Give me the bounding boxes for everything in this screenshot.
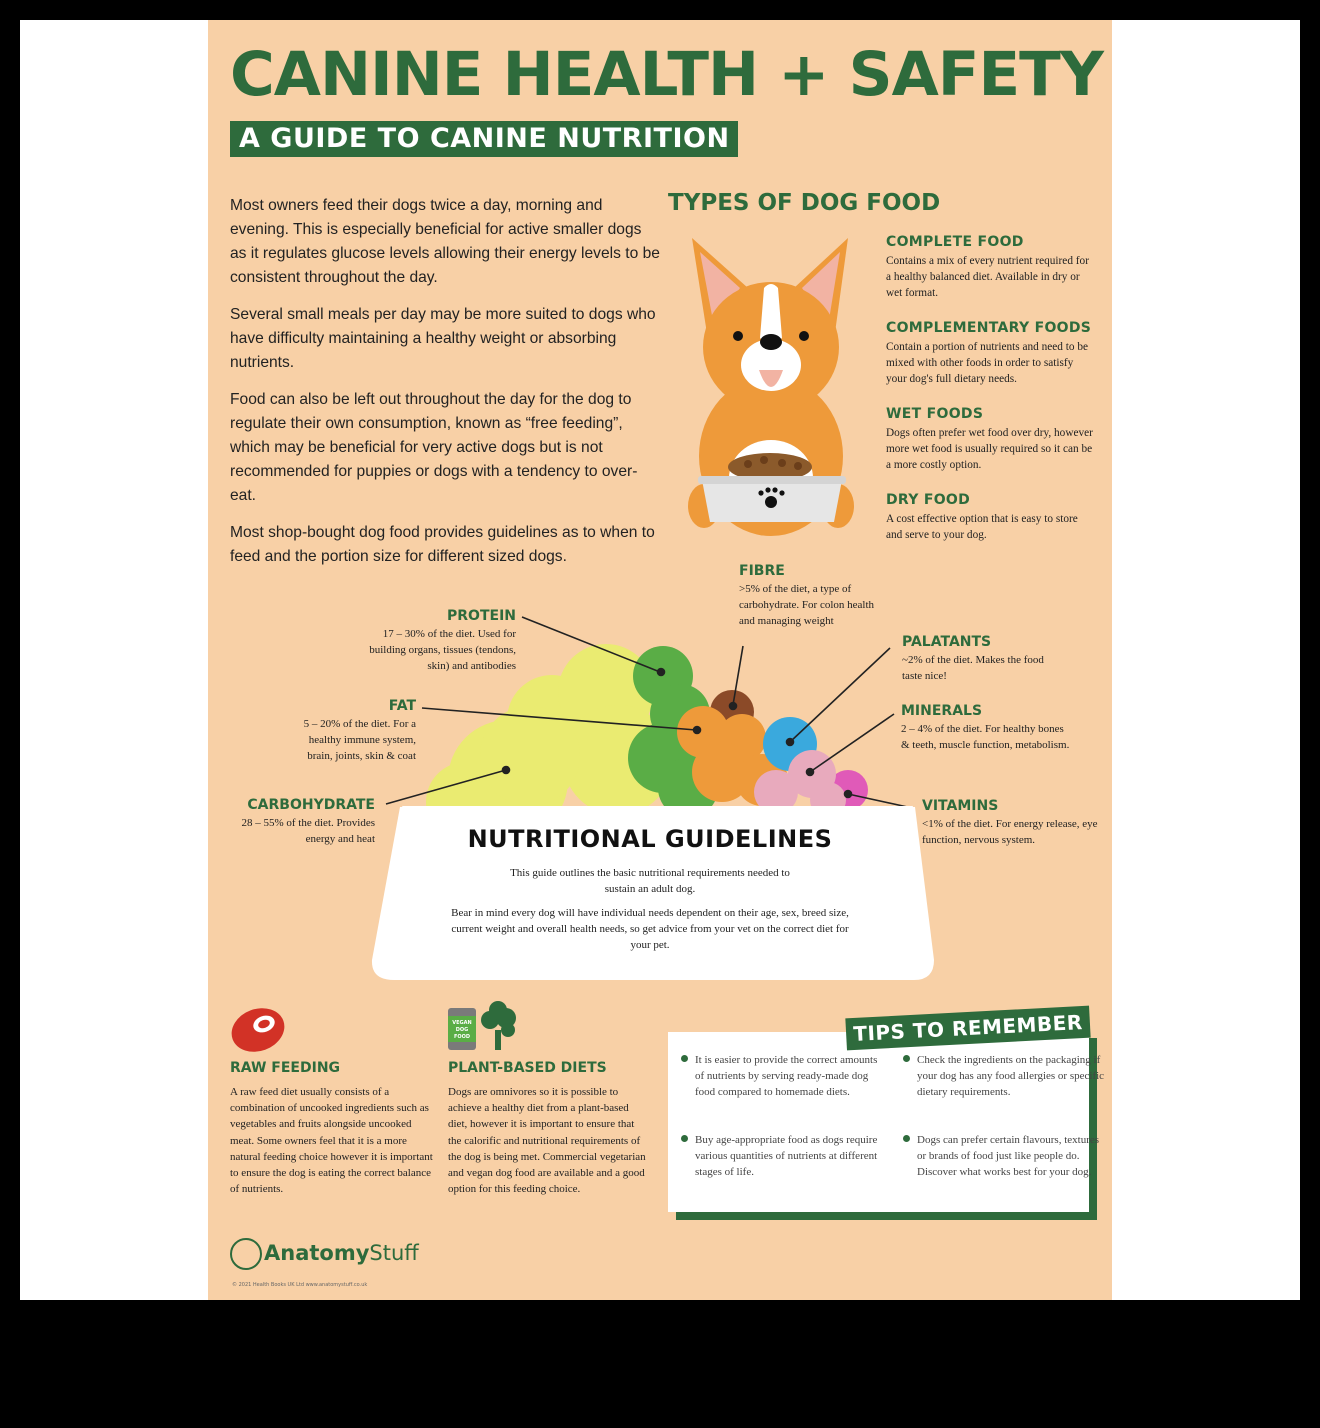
type-complete-food (886, 234, 1096, 301)
broccoli-icon (481, 1001, 516, 1050)
copyright-text: © 2021 Health Books UK Ltd www.anatomystuff.co.uk (232, 1282, 368, 1288)
nutrient-carbohydrate (238, 797, 375, 847)
tip-item (903, 1052, 1107, 1101)
tip-text: Check the ingredients on the packaging if your dog has any food allergies or specific dietary requirements. (917, 1054, 1105, 1099)
type-name: DRY FOOD (886, 492, 971, 508)
type-wet-foods (886, 406, 1096, 473)
tip-text: Buy age-appropriate food as dogs require various quantities of nutrients at different stages of life. (695, 1134, 878, 1179)
plant-based-text: Dogs are omnivores so it is possible to achieve a healthy diet from a plant-based diet, however it is important to ensure that the calorific and nutritional requirements of the dog is being met. Commercial vegetarian and vegan dog food are available and a good option for this feeding choice. (448, 1086, 646, 1196)
type-name: COMPLEMENTARY FOODS (886, 320, 1092, 336)
bullet-icon (681, 1055, 688, 1062)
nutrient-name: PALATANTS (902, 634, 992, 650)
raw-feeding-title: RAW FEEDING (230, 1060, 341, 1076)
type-name: COMPLETE FOOD (886, 234, 1024, 250)
nutrient-palatants (902, 634, 1052, 684)
nutrient-name: FIBRE (739, 563, 785, 579)
nutrient-name: MINERALS (901, 703, 983, 719)
nutrient-protein (358, 608, 516, 674)
poster (208, 20, 1112, 1300)
nutritional-guidelines (408, 825, 892, 953)
tip-item (903, 1132, 1107, 1181)
nutrient-fat (286, 698, 416, 764)
type-description: Dogs often prefer wet food over dry, however more wet food is usually required so it can be a more costly option. (886, 427, 1093, 471)
type-description: Contain a portion of nutrients and need to be mixed with other foods in order to satisfy your dog's full dietary needs. (886, 341, 1089, 385)
poster-subtitle: A GUIDE TO CANINE NUTRITION (230, 121, 738, 157)
type-description: Contains a mix of every nutrient required for a healthy balanced diet. Available in dry or wet format. (886, 255, 1089, 299)
nutrient-name: CARBOHYDRATE (247, 797, 375, 813)
dog-illustration (688, 238, 854, 536)
tip-item (681, 1132, 885, 1181)
nutrient-minerals (901, 703, 1071, 753)
nutrient-description: 2 – 4% of the diet. For healthy bones & teeth, muscle function, metabolism. (901, 723, 1070, 751)
type-dry-food (886, 492, 1096, 543)
anatomy-stuff-logo (230, 1238, 419, 1270)
plant-based-title: PLANT-BASED DIETS (448, 1060, 607, 1076)
nutrient-name: FAT (388, 698, 416, 714)
plant-based-section (448, 1060, 648, 1197)
raw-feeding-text: A raw feed diet usually consists of a combination of uncooked ingredients such as vegetables and fruits alongside uncooked meat. Some owners feel that it is a more natural feeding choice however it is important to ensure the dog is eating the correct balance of nutrients. (230, 1086, 433, 1196)
poster-title: CANINE HEALTH + SAFETY (230, 39, 1103, 110)
tip-text: It is easier to provide the correct amounts of nutrients by serving ready-made dog food compared to homemade diets. (695, 1054, 878, 1099)
type-description: A cost effective option that is easy to store and serve to your dog. (886, 513, 1078, 541)
guidelines-paragraph: This guide outlines the basic nutritional requirements needed to sustain an adult dog. (510, 867, 790, 895)
nutrient-name: VITAMINS (922, 798, 999, 814)
nutrient-name: PROTEIN (447, 608, 516, 624)
intro-paragraph: Several small meals per day may be more suited to dogs who have difficulty maintaining a healthy weight or absorbing nutrients. (230, 306, 656, 371)
intro-paragraph: Most shop-bought dog food provides guidelines as to when to feed and the portion size for different sized dogs. (230, 524, 655, 565)
svg-text:FOOD: FOOD (453, 1034, 471, 1040)
type-complementary-foods (886, 320, 1096, 387)
bullet-icon (903, 1055, 910, 1062)
tips-title: TIPS TO REMEMBER (845, 1006, 1090, 1051)
nutrient-description: 5 – 20% of the diet. For a healthy immune system, brain, joints, skin & coat (303, 718, 416, 762)
logo-text-stuff: Stuff (369, 1241, 419, 1265)
bullet-icon (903, 1135, 910, 1142)
nutrient-description: >5% of the diet, a type of carbohydrate. For colon health and managing weight (739, 583, 875, 627)
intro-paragraph: Most owners feed their dogs twice a day, morning and evening. This is especially beneficial for active smaller dogs as it regulates glucose levels allowing their energy levels to be consistent throughout the day. (230, 197, 660, 286)
svg-text:DOG: DOG (455, 1027, 469, 1033)
nutrient-description: 28 – 55% of the diet. Provides energy and heat (241, 817, 375, 845)
nutrient-description: <1% of the diet. For energy release, eye function, nervous system. (922, 818, 1098, 846)
steak-icon (225, 1001, 290, 1059)
intro-paragraph: Food can also be left out throughout the day for the dog to regulate their own consumption, known as “free feeding”, which may be beneficial for very active dogs but is not recommended for puppies or dogs with a tendency to over-eat. (230, 391, 638, 504)
nutrient-description: 17 – 30% of the diet. Used for building organs, tissues (tendons, skin) and antibodies (369, 628, 516, 672)
vegan-can-icon (448, 1008, 476, 1050)
tip-text: Dogs can prefer certain flavours, textures or brands of food just like people do. Discover what works best for your dog. (917, 1134, 1100, 1179)
logo-figure-icon (230, 1238, 262, 1270)
logo-text-anatomy: Anatomy (264, 1241, 370, 1265)
svg-text:VEGAN: VEGAN (452, 1020, 472, 1026)
types-title: TYPES OF DOG FOOD (668, 190, 941, 216)
nutrient-description: ~2% of the diet. Makes the food taste nice! (902, 654, 1044, 682)
bullet-icon (681, 1135, 688, 1142)
nutrient-fibre (739, 563, 881, 629)
type-name: WET FOODS (886, 406, 984, 422)
guidelines-title: NUTRITIONAL GUIDELINES (467, 825, 833, 853)
tip-item (681, 1052, 885, 1101)
guidelines-paragraph: Bear in mind every dog will have individual needs dependent on their age, sex, breed size, current weight and overall health needs, so get advice from your vet on the correct diet for your pet. (451, 907, 849, 951)
raw-feeding-section (230, 1060, 435, 1197)
nutrient-vitamins (922, 798, 1102, 848)
